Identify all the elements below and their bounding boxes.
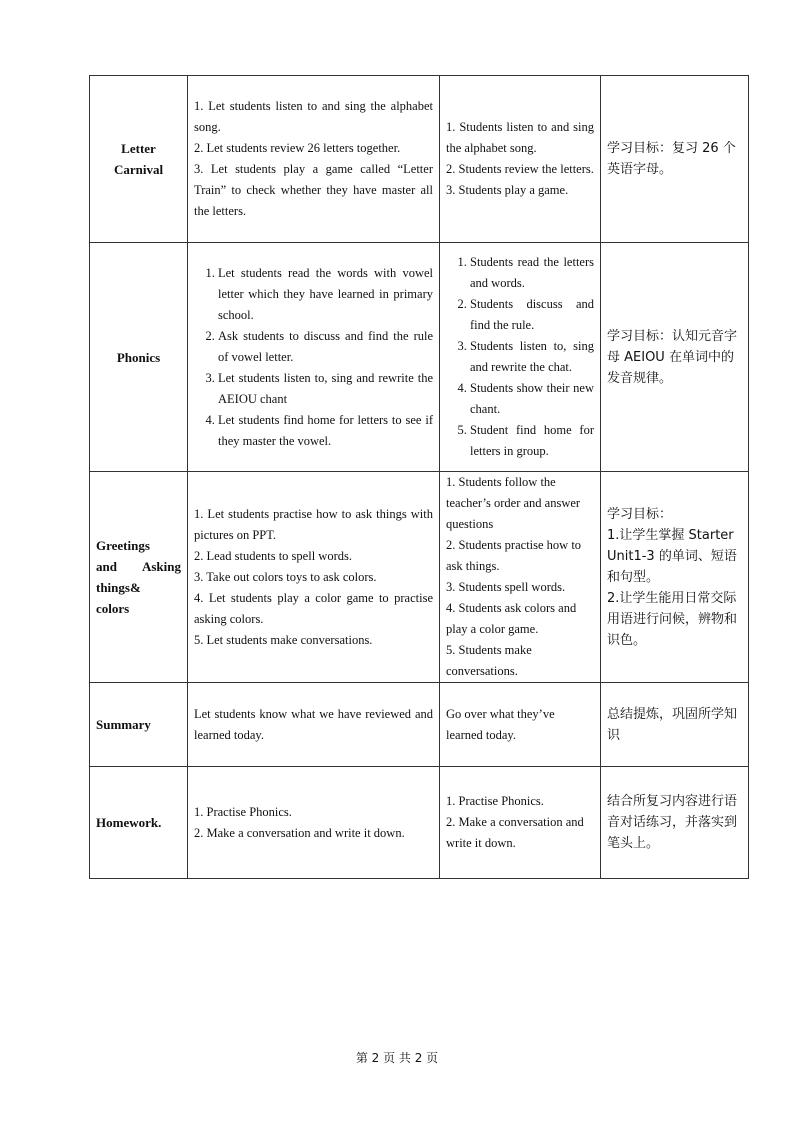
- page-number-footer: 第 2 页 共 2 页: [355, 1051, 439, 1065]
- teacher-step: 1. Practise Phonics.: [194, 804, 292, 819]
- student-step: 1. Students read the letters and words.: [470, 252, 594, 294]
- teacher-step: 3. Let students listen to, sing and rewrite the AEIOU chant: [218, 368, 433, 410]
- learning-goal-text: 1.让学生掌握 Starter Unit1-3 的单词、短语和句型。: [607, 527, 737, 585]
- teacher-step: Let students know what we have reviewed and learned today.: [194, 706, 433, 742]
- teacher-step: 2. Make a conversation and write it down.: [194, 825, 405, 840]
- student-step: 5. Student find home for letters in group.: [470, 420, 594, 462]
- teacher-step: 3. Take out colors toys to ask colors.: [194, 569, 377, 584]
- stage-cell: [90, 243, 188, 472]
- student-step: 4. Students show their new chant.: [470, 378, 594, 420]
- stage-cell: [90, 767, 188, 879]
- teacher-step: 2. Ask students to discuss and find the rule of vowel letter.: [218, 326, 433, 368]
- learning-goal-cell: [601, 767, 749, 879]
- student-step: 3. Students listen to, sing and rewrite the chat.: [470, 336, 594, 378]
- student-step: 2. Students review the letters.: [446, 162, 594, 176]
- student-steps-list: [446, 252, 594, 462]
- student-activity-cell: [440, 472, 601, 683]
- stage-label: Homework.: [96, 815, 162, 830]
- stage-label: Carnival: [113, 162, 164, 177]
- learning-goal-text: 2.让学生能用日常交际用语进行问候，辨物和识色。: [607, 590, 738, 648]
- teacher-step: 4. Let students find home for letters to see if they master the vowel.: [218, 410, 433, 452]
- learning-goal-cell: [601, 683, 749, 767]
- stage-word: Asking: [141, 559, 181, 574]
- teacher-activity-cell: [188, 472, 440, 683]
- teacher-step: 2. Let students review 26 letters together.: [194, 141, 401, 155]
- teacher-step: 1. Let students practise how to ask things with pictures on PPT.: [194, 506, 433, 542]
- student-activity-cell: [440, 767, 601, 879]
- stage-label: Letter: [121, 141, 156, 156]
- student-step: 2. Make a conversation and write it down.: [446, 815, 584, 850]
- student-step: 1. Students listen to and sing the alphabet song.: [446, 120, 594, 155]
- student-step: Go over what they’ve learned today.: [446, 706, 555, 742]
- student-step: 2. Students practise how to ask things.: [446, 538, 582, 573]
- stage-cell: [90, 472, 188, 683]
- learning-goal-text: 学习目标：: [607, 506, 673, 522]
- teacher-step: 2. Lead students to spell words.: [194, 548, 352, 563]
- student-activity-cell: [440, 683, 601, 767]
- learning-goal-text: 总结提炼，巩固所学知识: [607, 706, 738, 743]
- learning-goal-cell: [601, 76, 749, 243]
- teacher-step: 1. Let students read the words with vowel letter which they have learned in primary school.: [218, 263, 433, 326]
- stage-label: things&: [96, 580, 141, 595]
- teacher-activity-cell: [188, 76, 440, 243]
- student-step: 2. Students discuss and find the rule.: [470, 294, 594, 336]
- table-row: [90, 683, 749, 767]
- stage-label: Summary: [96, 717, 151, 732]
- learning-goal-text: 结合所复习内容进行语音对话练习，并落实到笔头上。: [607, 794, 738, 851]
- stage-cell: [90, 683, 188, 767]
- teacher-step: 5. Let students make conversations.: [194, 632, 373, 647]
- stage-label: [96, 556, 181, 577]
- stage-label: Phonics: [116, 349, 161, 365]
- table-row: [90, 76, 749, 243]
- teacher-step: 1. Let students listen to and sing the alphabet song.: [194, 99, 433, 134]
- student-step: 4. Students ask colors and play a color game.: [446, 601, 577, 636]
- learning-goal-text: 学习目标：认知元音字母 AEIOU 在单词中的发音规律。: [607, 328, 738, 386]
- teacher-activity-cell: [188, 767, 440, 879]
- learning-goal-cell: [601, 472, 749, 683]
- learning-goal-text: 学习目标：复习 26 个英语字母。: [607, 141, 736, 177]
- teacher-step: 4. Let students play a color game to practise asking colors.: [194, 590, 433, 626]
- learning-goal-cell: [601, 243, 749, 472]
- stage-label: colors: [96, 601, 130, 616]
- student-step: 5. Students make conversations.: [446, 643, 532, 678]
- table-row: [90, 767, 749, 879]
- stage-cell: [90, 76, 188, 243]
- student-step: 3. Students spell words.: [446, 580, 566, 594]
- lesson-plan-table: [89, 75, 749, 879]
- student-step: 1. Students follow the teacher’s order and answer questions: [446, 475, 581, 531]
- teacher-activity-cell: [188, 683, 440, 767]
- stage-word: and: [96, 559, 117, 574]
- student-step: 3. Students play a game.: [446, 183, 569, 197]
- table-row: [90, 472, 749, 683]
- student-activity-cell: [440, 76, 601, 243]
- teacher-activity-cell: [188, 243, 440, 472]
- stage-label: Greetings: [96, 538, 150, 553]
- student-activity-cell: [440, 243, 601, 472]
- student-step: 1. Practise Phonics.: [446, 794, 544, 808]
- table-row: [90, 243, 749, 472]
- teacher-step: 3. Let students play a game called “Letter Train” to check whether they have master all the letters.: [194, 162, 433, 218]
- teacher-steps-list: [194, 263, 433, 452]
